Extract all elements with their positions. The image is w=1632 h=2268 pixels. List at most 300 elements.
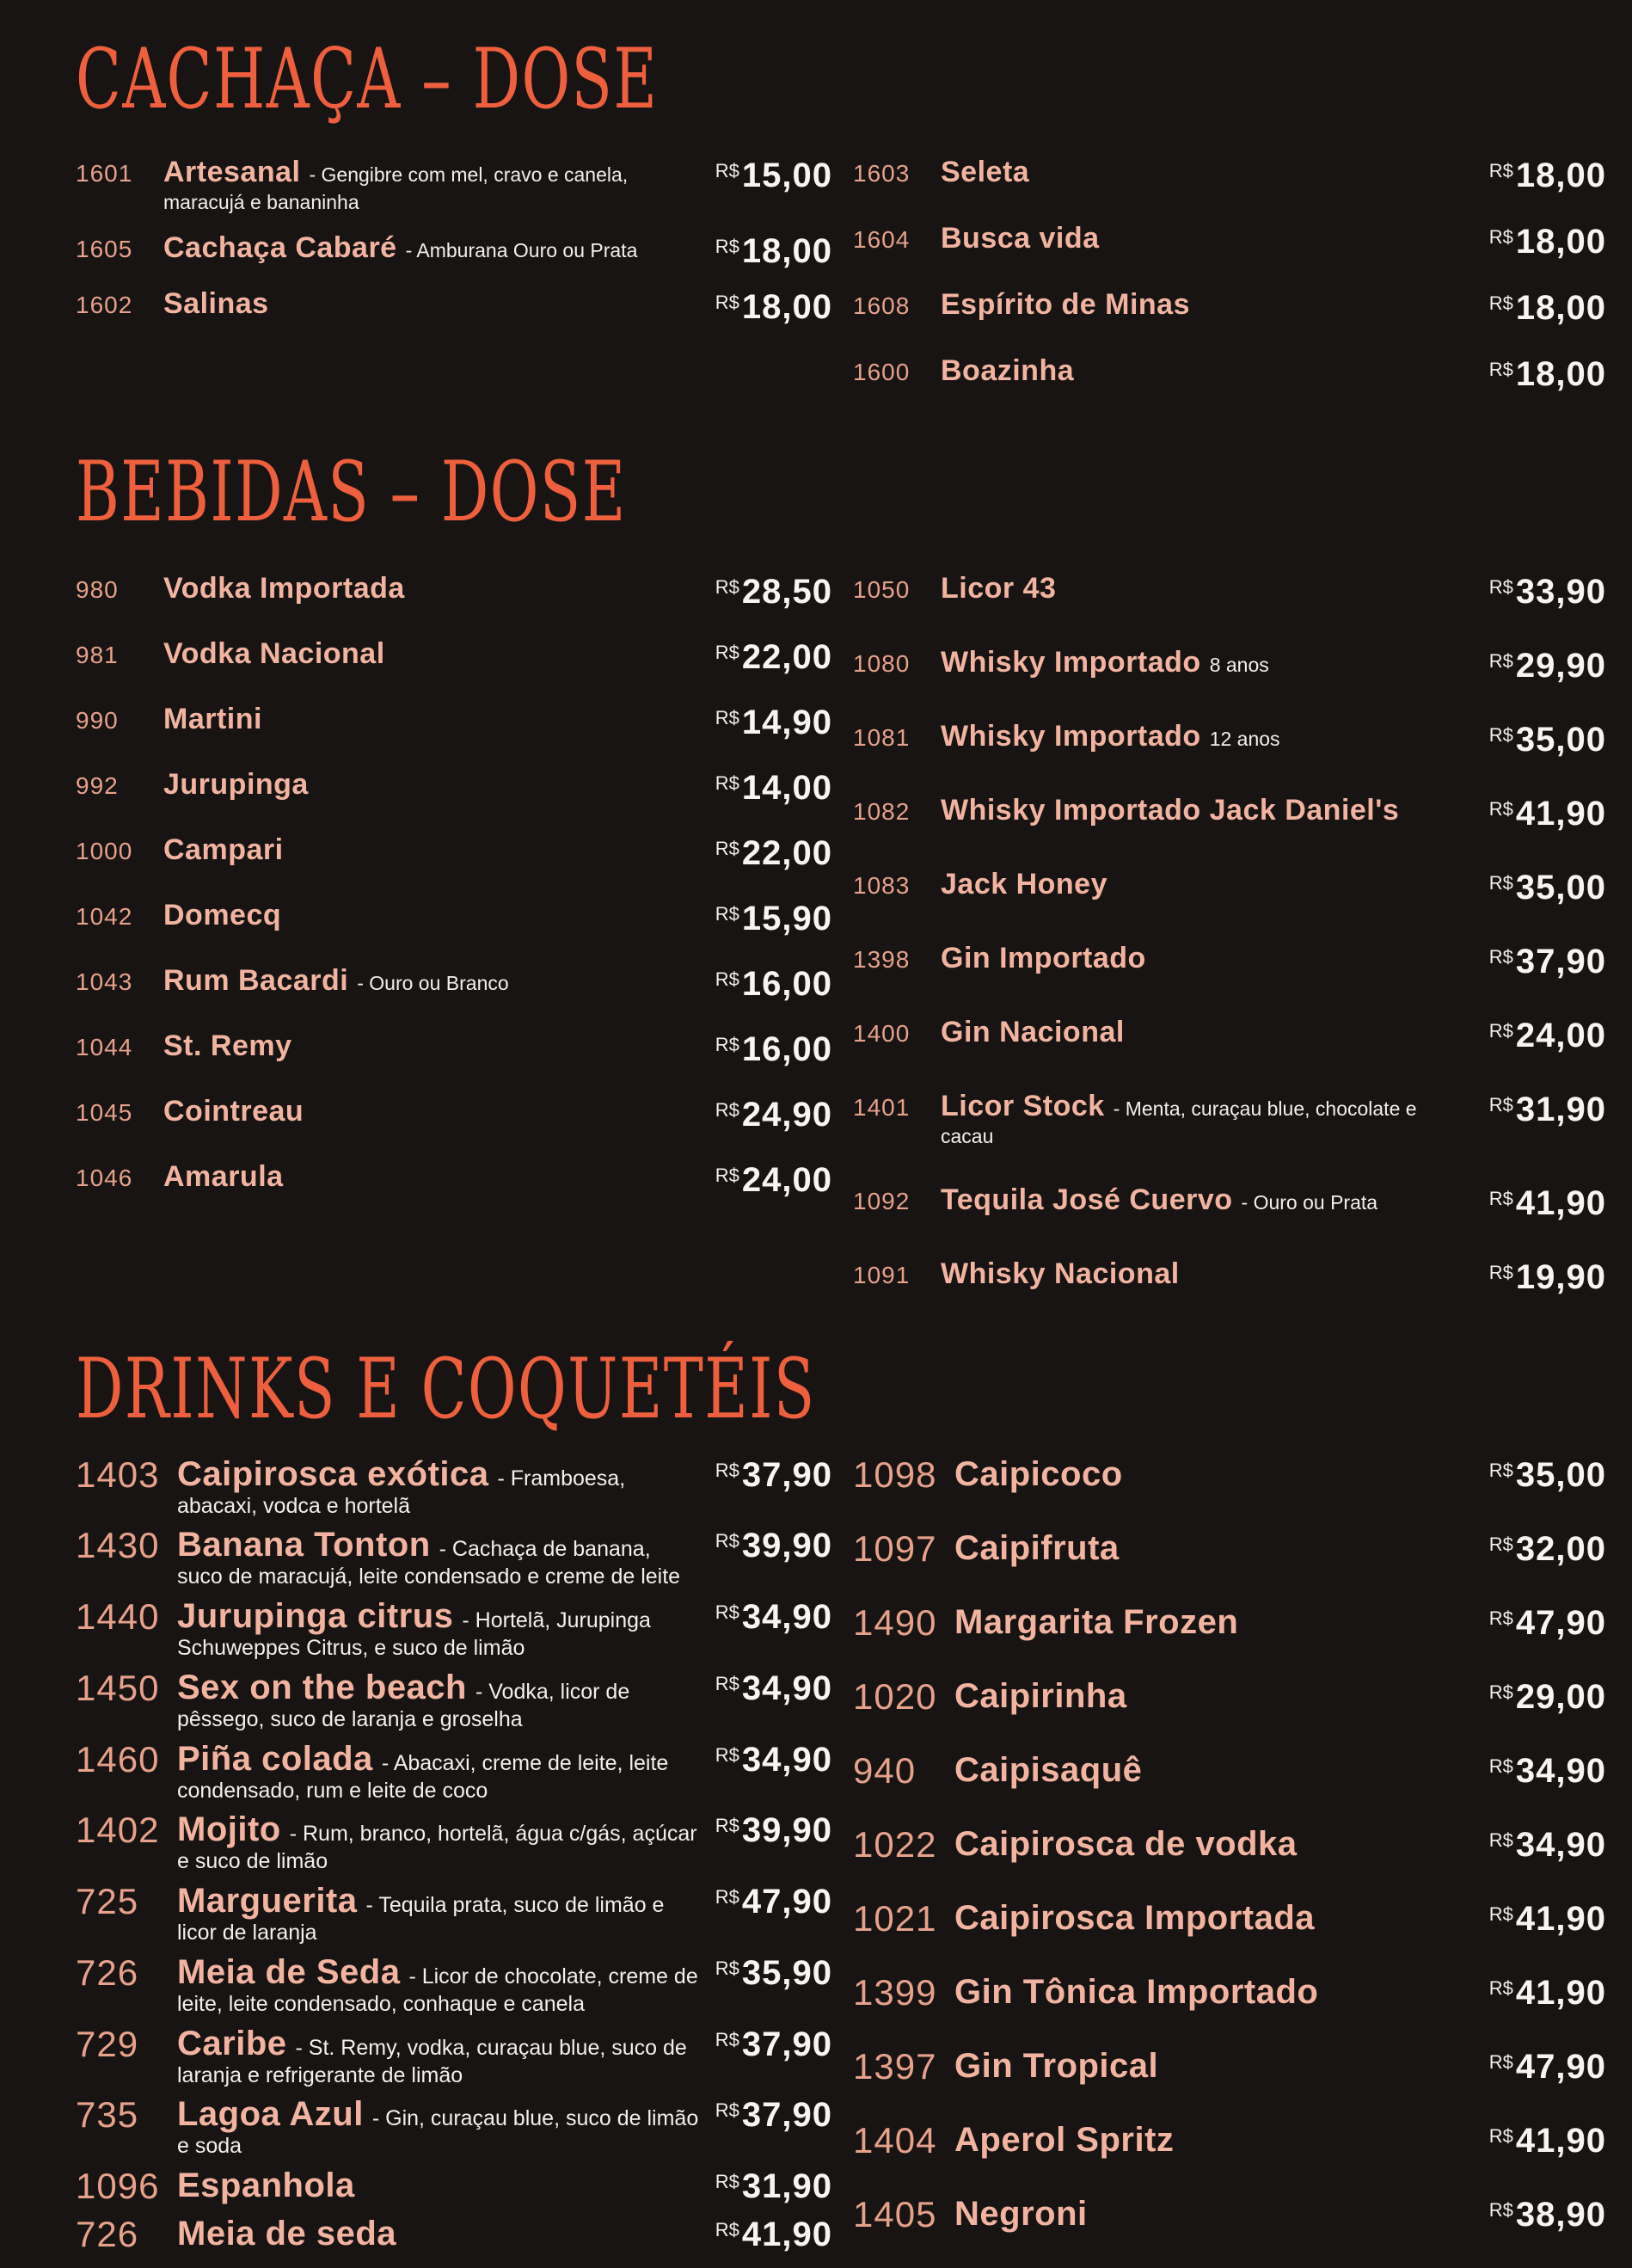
currency-symbol: R$ — [715, 2219, 739, 2241]
price-amount: 28,50 — [741, 573, 832, 611]
menu-item-row — [853, 1257, 1606, 1297]
price-amount: 41,90 — [1515, 1973, 1606, 2012]
item-text — [941, 1183, 1489, 1218]
item-code: 1430 — [76, 1525, 160, 1566]
price-amount: 14,90 — [741, 704, 832, 741]
item-price — [715, 2166, 832, 2206]
item-code: 1403 — [76, 1454, 160, 1495]
menu-item-row — [853, 793, 1606, 833]
price-amount: 47,90 — [741, 1883, 832, 1921]
menu-item-row — [76, 702, 832, 742]
item-description: - Tequila prata, suco de limão e licor de laranja — [177, 1893, 665, 1945]
item-code: 1083 — [853, 872, 911, 899]
menu-item-row — [853, 287, 1606, 328]
price-amount: 31,90 — [741, 2167, 832, 2206]
item-text — [163, 898, 715, 933]
item-price — [1489, 571, 1606, 612]
currency-symbol: R$ — [1488, 1459, 1513, 1481]
item-description: - Abacaxi, creme de leite, leite condensado, rum e leite de coco — [177, 1750, 669, 1803]
item-name: Rum Bacardi — [163, 964, 349, 997]
currency-symbol: R$ — [715, 1601, 739, 1624]
item-name: Seleta — [941, 156, 1030, 188]
menu-item-row — [853, 1972, 1606, 2013]
item-price — [715, 1952, 832, 1993]
currency-symbol: R$ — [715, 160, 739, 181]
item-code: 1405 — [853, 2193, 937, 2234]
item-price — [1489, 1015, 1606, 1055]
item-code: 1080 — [853, 650, 911, 677]
item-code: 1603 — [853, 160, 911, 187]
section-title-bebidas: BEBIDAS – DOSE — [76, 444, 627, 540]
item-code: 1398 — [853, 946, 911, 973]
menu-column-left — [76, 155, 832, 420]
item-code: 1399 — [853, 1971, 937, 2013]
menu-item-row — [853, 2120, 1606, 2161]
item-price — [1489, 1602, 1606, 1643]
item-price — [715, 1029, 832, 1069]
menu-item-row — [76, 2214, 832, 2255]
item-price — [715, 1094, 832, 1134]
item-description: - Ouro ou Prata — [1241, 1190, 1378, 1214]
item-name: Busca vida — [941, 222, 1100, 255]
section-columns — [76, 1454, 1606, 2268]
item-price — [1489, 353, 1606, 394]
item-text — [941, 1089, 1489, 1149]
item-code: 1604 — [853, 226, 911, 253]
price-amount: 18,00 — [1515, 355, 1606, 393]
currency-symbol: R$ — [1488, 359, 1513, 380]
item-code: 1042 — [76, 903, 133, 930]
item-name: Gin Tropical — [954, 2046, 1159, 2085]
currency-symbol: R$ — [715, 1034, 739, 1055]
currency-symbol: R$ — [715, 707, 739, 728]
item-code: 1600 — [853, 359, 911, 385]
item-text — [177, 2024, 715, 2088]
item-price — [1489, 221, 1606, 261]
menu-item-row — [853, 353, 1606, 394]
item-price — [1489, 2194, 1606, 2234]
item-description: 12 anos — [1209, 728, 1280, 750]
item-description: - Hortelã, Jurupinga Schuweppes Citrus, e suco de limão — [177, 1608, 651, 1661]
item-name: Caipifruta — [954, 1528, 1120, 1567]
item-name: Aperol Spritz — [954, 2120, 1175, 2159]
price-amount: 18,00 — [741, 287, 832, 326]
item-text — [941, 1015, 1489, 1050]
item-name: Cointreau — [163, 1095, 304, 1128]
item-name: Vodka Nacional — [163, 637, 385, 670]
item-code: 726 — [76, 1951, 139, 1993]
item-price — [1489, 1898, 1606, 1939]
currency-symbol: R$ — [715, 1530, 739, 1552]
item-name: Licor 43 — [941, 572, 1057, 605]
item-description: - St. Remy, vodka, curaçau blue, suco de laranja e refrigerante de limão — [177, 2035, 687, 2087]
item-name: Boazinha — [941, 354, 1075, 387]
item-text — [177, 2214, 715, 2253]
price-amount: 19,90 — [1515, 1257, 1606, 1296]
item-text — [177, 1454, 715, 1519]
price-amount: 41,90 — [1515, 1899, 1606, 1938]
item-name: Vodka Importada — [163, 572, 405, 605]
menu-item-row — [853, 719, 1606, 759]
menu-item-row — [853, 1089, 1606, 1149]
currency-symbol: R$ — [1488, 1261, 1513, 1283]
currency-symbol: R$ — [1488, 650, 1513, 672]
item-text — [163, 1159, 715, 1195]
item-name: Sex on the beach — [177, 1668, 467, 1706]
price-amount: 47,90 — [1515, 2047, 1606, 2086]
item-text — [163, 1029, 715, 1064]
currency-symbol: R$ — [1488, 1094, 1513, 1116]
item-text — [941, 221, 1489, 256]
item-name: Banana Tonton — [177, 1526, 431, 1564]
menu-item-row — [76, 898, 832, 938]
item-code: 1096 — [76, 2166, 160, 2207]
item-code: 940 — [853, 1749, 917, 1791]
item-name: Caribe — [177, 2024, 287, 2062]
item-description: - Licor de chocolate, creme de leite, leite condensado, conhaque e canela — [177, 1964, 698, 2016]
item-text — [177, 1810, 715, 1874]
menu-item-row — [76, 1094, 832, 1134]
price-amount: 37,90 — [741, 2025, 832, 2063]
currency-symbol: R$ — [715, 1099, 739, 1121]
item-code: 1044 — [76, 1034, 133, 1060]
item-price — [1489, 287, 1606, 328]
item-description: - Rum, branco, hortelã, água c/gás, açúcar e suco de limão — [177, 1822, 697, 1874]
menu-item-row — [853, 221, 1606, 261]
menu-item-row — [853, 867, 1606, 907]
item-price — [1489, 719, 1606, 759]
currency-symbol: R$ — [1488, 1020, 1513, 1042]
price-amount: 18,00 — [741, 231, 832, 270]
currency-symbol: R$ — [715, 1165, 739, 1186]
item-text — [177, 1881, 715, 1945]
price-amount: 32,00 — [1515, 1529, 1606, 1568]
item-name: Martini — [163, 703, 262, 735]
item-price — [1489, 1750, 1606, 1791]
item-price — [1489, 941, 1606, 981]
item-code: 1400 — [853, 1020, 911, 1047]
item-price — [715, 1881, 832, 1921]
currency-symbol: R$ — [715, 838, 739, 859]
currency-symbol: R$ — [715, 2028, 739, 2050]
item-code: 990 — [76, 707, 119, 734]
item-text — [941, 793, 1489, 828]
item-name: Lagoa Azul — [177, 2095, 364, 2134]
currency-symbol: R$ — [715, 1672, 739, 1694]
currency-symbol: R$ — [715, 1743, 739, 1766]
currency-symbol: R$ — [1488, 1607, 1513, 1629]
item-price — [1489, 1257, 1606, 1297]
price-amount: 37,90 — [741, 1455, 832, 1494]
currency-symbol: R$ — [715, 235, 739, 257]
item-name: St. Remy — [163, 1030, 292, 1062]
currency-symbol: R$ — [1488, 1829, 1513, 1851]
item-text — [941, 645, 1489, 680]
item-name: Espírito de Minas — [941, 288, 1190, 321]
item-price — [715, 1525, 832, 1565]
price-amount: 37,90 — [741, 2096, 832, 2135]
price-amount: 22,00 — [741, 834, 832, 872]
price-amount: 14,00 — [741, 769, 832, 807]
price-amount: 31,90 — [1515, 1091, 1606, 1128]
item-price — [1489, 155, 1606, 195]
item-text — [941, 155, 1489, 190]
price-amount: 16,00 — [741, 965, 832, 1003]
menu-item-row — [853, 571, 1606, 612]
menu-column-left — [76, 1454, 832, 2268]
currency-symbol: R$ — [1488, 160, 1513, 181]
currency-symbol: R$ — [1488, 1755, 1513, 1777]
currency-symbol: R$ — [715, 2171, 739, 2193]
currency-symbol: R$ — [1488, 1533, 1513, 1555]
menu-column-right — [853, 155, 1606, 420]
item-price — [715, 2024, 832, 2064]
item-price — [1489, 2120, 1606, 2160]
item-code: 1440 — [76, 1596, 160, 1638]
item-code: 1404 — [853, 2119, 937, 2160]
currency-symbol: R$ — [715, 1886, 739, 1908]
currency-symbol: R$ — [1488, 1976, 1513, 1999]
menu-item-row — [76, 1029, 832, 1069]
item-name: Artesanal — [163, 156, 301, 188]
menu-item-row — [853, 645, 1606, 685]
item-code: 1091 — [853, 1261, 911, 1288]
item-text — [163, 767, 715, 802]
item-price — [1489, 1183, 1606, 1223]
price-amount: 24,90 — [741, 1096, 832, 1134]
price-amount: 34,90 — [741, 1669, 832, 1707]
item-text — [163, 571, 715, 606]
item-price — [715, 963, 832, 1004]
item-name: Piña colada — [177, 1739, 373, 1778]
item-name: Jurupinga — [163, 768, 309, 801]
item-text — [177, 1525, 715, 1589]
item-name: Meia de seda — [177, 2215, 397, 2253]
item-code: 1043 — [76, 968, 133, 995]
currency-symbol: R$ — [715, 903, 739, 925]
item-price — [1489, 1454, 1606, 1495]
item-text — [954, 1528, 1489, 1568]
item-code: 1402 — [76, 1810, 160, 1851]
price-amount: 41,90 — [1515, 1183, 1606, 1222]
menu-item-row — [76, 767, 832, 808]
item-text — [163, 702, 715, 737]
item-name: Licor Stock — [941, 1090, 1105, 1122]
currency-symbol: R$ — [715, 772, 739, 794]
item-code: 1450 — [76, 1667, 160, 1708]
menu-item-row — [76, 1668, 832, 1732]
item-price — [715, 155, 832, 195]
price-amount: 24,00 — [741, 1161, 832, 1199]
item-text — [163, 230, 715, 266]
menu-item-row — [76, 1596, 832, 1661]
item-code: 1082 — [853, 798, 911, 825]
item-price — [1489, 2046, 1606, 2087]
menu-item-row — [853, 1602, 1606, 1644]
section-title-drinks: DRINKS E COQUETÉIS — [76, 1340, 816, 1437]
item-code: 735 — [76, 2094, 139, 2136]
menu-item-row — [853, 1183, 1606, 1223]
item-code: 1401 — [853, 1094, 911, 1121]
menu-item-row — [853, 1528, 1606, 1570]
menu-item-row — [76, 155, 832, 215]
item-name: Gin Nacional — [941, 1016, 1125, 1048]
item-description: - Gin, curaçau blue, suco de limão e soda — [177, 2106, 699, 2159]
currency-symbol: R$ — [1488, 2124, 1513, 2147]
item-name: Cachaça Cabaré — [163, 230, 397, 264]
price-amount: 34,90 — [1515, 1751, 1606, 1790]
price-amount: 34,90 — [1515, 1825, 1606, 1864]
item-code: 1605 — [76, 235, 133, 262]
section-columns — [76, 155, 1606, 420]
item-code: 1601 — [76, 160, 133, 187]
item-price — [1489, 645, 1606, 685]
item-name: Caipicoco — [954, 1454, 1123, 1493]
menu-item-row — [76, 230, 832, 271]
item-price — [715, 833, 832, 873]
item-text — [941, 353, 1489, 389]
price-amount: 35,90 — [741, 1953, 832, 1992]
price-amount: 29,90 — [1515, 647, 1606, 685]
currency-symbol: R$ — [715, 1957, 739, 1979]
item-price — [715, 1454, 832, 1495]
section-drinks-coqueteis — [76, 1340, 1606, 2268]
menu-item-row — [76, 286, 832, 327]
item-price — [715, 767, 832, 808]
item-name: Domecq — [163, 899, 282, 931]
item-name: Jurupinga citrus — [177, 1597, 454, 1636]
item-text — [954, 2120, 1489, 2160]
item-code: 1608 — [853, 292, 911, 319]
item-text — [941, 941, 1489, 976]
item-code: 992 — [76, 772, 119, 799]
item-code: 726 — [76, 2214, 139, 2255]
item-text — [941, 1257, 1489, 1292]
menu-item-row — [853, 1898, 1606, 1939]
item-text — [177, 2166, 715, 2205]
menu-item-row — [76, 1159, 832, 1200]
item-text — [954, 2046, 1489, 2086]
item-code: 1022 — [853, 1823, 937, 1865]
item-code: 1098 — [853, 1454, 937, 1495]
currency-symbol: R$ — [715, 291, 739, 313]
currency-symbol: R$ — [1488, 576, 1513, 598]
currency-symbol: R$ — [1488, 292, 1513, 314]
item-description: - Ouro ou Branco — [357, 972, 509, 994]
currency-symbol: R$ — [1488, 872, 1513, 894]
price-amount: 41,90 — [741, 2216, 832, 2254]
menu-item-row — [853, 941, 1606, 981]
item-price — [1489, 1824, 1606, 1865]
currency-symbol: R$ — [1488, 1681, 1513, 1703]
menu-item-row — [76, 1739, 832, 1804]
price-amount: 15,90 — [741, 900, 832, 937]
item-text — [163, 1094, 715, 1129]
item-text — [954, 1750, 1489, 1790]
menu-item-row — [853, 1750, 1606, 1792]
item-text — [177, 1739, 715, 1804]
item-text — [941, 287, 1489, 323]
item-name: Whisky Nacional — [941, 1257, 1180, 1290]
menu-item-row — [76, 1810, 832, 1874]
price-amount: 34,90 — [741, 1598, 832, 1637]
item-text — [163, 155, 715, 215]
item-price — [715, 1596, 832, 1637]
item-description: - Menta, curaçau blue, chocolate e cacau — [941, 1097, 1417, 1148]
item-code: 1021 — [853, 1897, 937, 1939]
item-name: Mojito — [177, 1810, 281, 1849]
item-text — [954, 1454, 1489, 1494]
price-amount: 39,90 — [741, 1527, 832, 1565]
item-code: 1602 — [76, 291, 133, 318]
menu-item-row — [853, 155, 1606, 195]
item-description: - Vodka, licor de pêssego, suco de laranja e groselha — [177, 1679, 630, 1731]
price-amount: 39,90 — [741, 1811, 832, 1850]
item-text — [177, 1668, 715, 1732]
item-name: Caipirosca de vodka — [954, 1824, 1298, 1863]
currency-symbol: R$ — [715, 968, 739, 990]
menu-item-row — [76, 1454, 832, 1519]
item-price — [715, 636, 832, 677]
price-amount: 35,00 — [1515, 1455, 1606, 1494]
menu-item-row — [76, 1952, 832, 2017]
item-code: 1046 — [76, 1165, 133, 1191]
menu-item-row — [76, 1525, 832, 1589]
currency-symbol: R$ — [1488, 2050, 1513, 2073]
item-text — [954, 1898, 1489, 1938]
price-amount: 37,90 — [1515, 943, 1606, 980]
menu-item-row — [853, 1824, 1606, 1865]
item-text — [163, 636, 715, 672]
price-amount: 18,00 — [1515, 223, 1606, 261]
item-name: Whisky Importado Jack Daniel's — [941, 794, 1400, 827]
menu-item-row — [76, 2094, 832, 2159]
item-price — [1489, 1089, 1606, 1129]
item-text — [954, 1676, 1489, 1716]
currency-symbol: R$ — [715, 2099, 739, 2122]
currency-symbol: R$ — [1488, 2198, 1513, 2221]
currency-symbol: R$ — [1488, 724, 1513, 746]
item-price — [1489, 867, 1606, 907]
price-amount: 41,90 — [1515, 2121, 1606, 2160]
item-name: Caipirinha — [954, 1676, 1127, 1715]
item-text — [954, 1972, 1489, 2012]
menu-item-row — [853, 1676, 1606, 1718]
price-amount: 16,00 — [741, 1030, 832, 1068]
item-code: 981 — [76, 642, 119, 668]
section-cachaca-dose — [76, 31, 1606, 420]
item-name: Caipirosca exótica — [177, 1454, 489, 1493]
item-price — [1489, 1972, 1606, 2013]
currency-symbol: R$ — [715, 642, 739, 663]
price-amount: 15,00 — [741, 157, 832, 194]
price-amount: 24,00 — [1515, 1017, 1606, 1054]
item-text — [941, 719, 1489, 754]
item-description: - Framboesa, abacaxi, vodca e hortelã — [177, 1466, 626, 1518]
item-text — [954, 1602, 1489, 1642]
price-amount: 35,00 — [1515, 869, 1606, 907]
item-description: - Cachaça de banana, suco de maracujá, leite condensado e creme de leite — [177, 1537, 681, 1589]
item-price — [1489, 1528, 1606, 1569]
item-price — [715, 1159, 832, 1200]
menu-column-right — [853, 1454, 1606, 2268]
item-price — [1489, 1676, 1606, 1717]
menu-item-row — [853, 1015, 1606, 1055]
item-text — [941, 571, 1489, 606]
item-description: - Gengibre com mel, cravo e canela, maracujá e bananinha — [163, 163, 629, 214]
item-name: Campari — [163, 833, 284, 866]
item-text — [177, 1952, 715, 2017]
